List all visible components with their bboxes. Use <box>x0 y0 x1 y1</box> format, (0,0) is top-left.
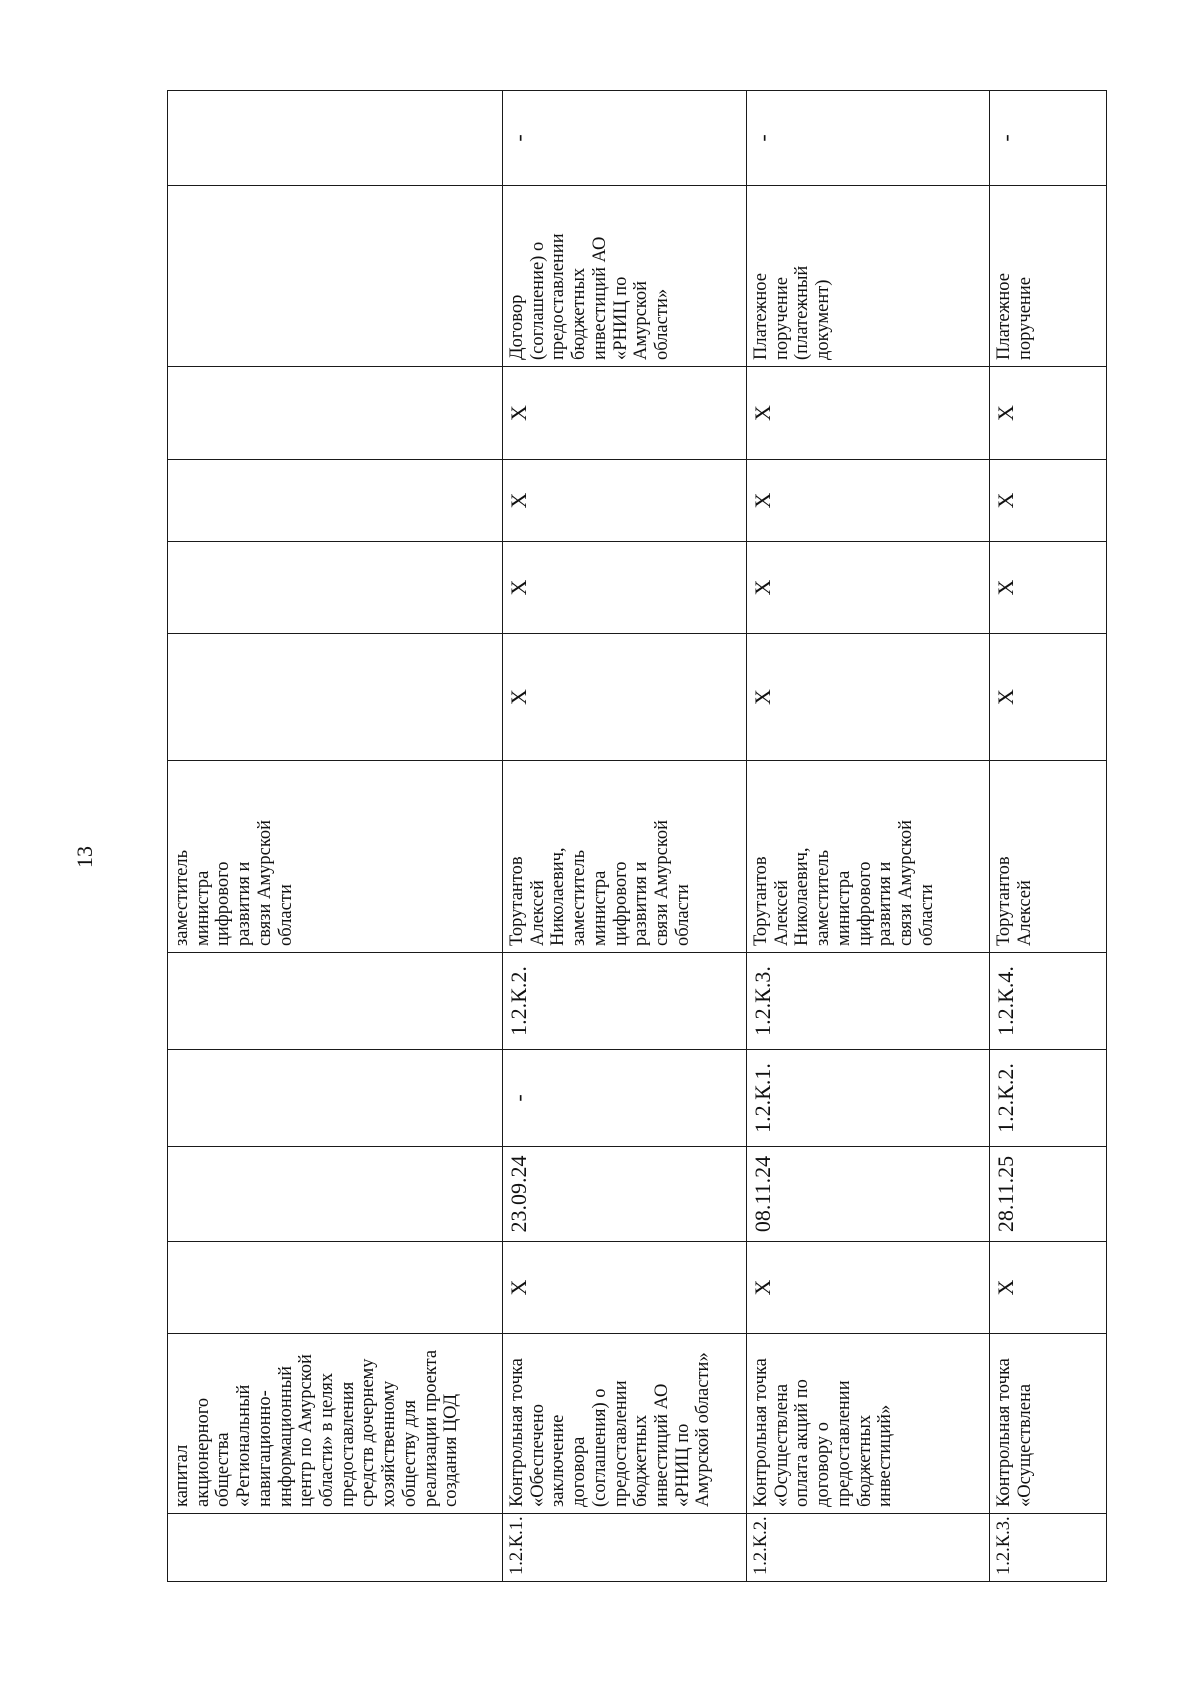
cell-last <box>168 91 503 186</box>
table-stage <box>167 91 1106 1582</box>
cell-x3: X <box>990 460 1107 542</box>
cell-prev <box>168 1050 503 1147</box>
cell-x4 <box>168 367 503 460</box>
cell-mark <box>168 1242 503 1334</box>
cell-x3: X <box>747 460 990 542</box>
row-name: Контрольная точка «Осуществлена <box>990 1334 1107 1514</box>
cell-x3 <box>168 460 503 542</box>
table-row <box>168 91 503 1582</box>
cell-x2 <box>168 542 503 634</box>
row-name: капитал акционерного общества «Региональный навигационно- информационный центр по Амурской области» в целях предоставления средств дочернему хозяйственному обществу для реализации проекта создания ЦОД <box>168 1334 503 1514</box>
table-row <box>990 91 1107 1582</box>
cell-x4: X <box>990 367 1107 460</box>
cell-responsible: Торутантов Алексей <box>990 761 1107 953</box>
cell-last: - <box>990 91 1107 186</box>
cell-x3: X <box>503 460 747 542</box>
table-row <box>503 91 747 1582</box>
cell-last: - <box>747 91 990 186</box>
cell-prev: 1.2.К.1. <box>747 1050 990 1147</box>
cell-responsible: Торутантов Алексей Николаевич, заместитель министра цифрового развития и связи Амурской области <box>747 761 990 953</box>
cell-x2: X <box>503 542 747 634</box>
cell-document <box>168 186 503 367</box>
page-number: 13 <box>72 846 97 868</box>
row-number: 1.2.К.1. <box>503 1514 747 1582</box>
cell-date <box>168 1147 503 1242</box>
control-points-table <box>167 90 1107 1582</box>
table-row <box>747 91 990 1582</box>
cell-x1 <box>168 634 503 761</box>
cell-x4: X <box>747 367 990 460</box>
cell-document: Договор (соглашение) о предоставлении бюджетных инвестиций АО «РНИЦ по Амурской области» <box>503 186 747 367</box>
cell-next: 1.2.К.4. <box>990 953 1107 1050</box>
cell-next: 1.2.К.2. <box>503 953 747 1050</box>
row-number: 1.2.К.3. <box>990 1514 1107 1582</box>
cell-responsible: Торутантов Алексей Николаевич, заместитель министра цифрового развития и связи Амурской области <box>503 761 747 953</box>
cell-mark: X <box>747 1242 990 1334</box>
cell-mark: X <box>990 1242 1107 1334</box>
row-name: Контрольная точка «Осуществлена оплата акций по договору о предоставлении бюджетных инвестиций» <box>747 1334 990 1514</box>
cell-document: Платежное поручение (платежный документ) <box>747 186 990 367</box>
cell-next <box>168 953 503 1050</box>
cell-prev: 1.2.К.2. <box>990 1050 1107 1147</box>
cell-x2: X <box>747 542 990 634</box>
row-number <box>168 1514 503 1582</box>
cell-x1: X <box>990 634 1107 761</box>
cell-x1: X <box>747 634 990 761</box>
cell-next: 1.2.К.3. <box>747 953 990 1050</box>
cell-mark: X <box>503 1242 747 1334</box>
cell-responsible: заместитель министра цифрового развития и связи Амурской области <box>168 761 503 953</box>
cell-date: 23.09.24 <box>503 1147 747 1242</box>
row-number: 1.2.К.2. <box>747 1514 990 1582</box>
cell-x1: X <box>503 634 747 761</box>
cell-date: 28.11.25 <box>990 1147 1107 1242</box>
cell-document: Платежное поручение <box>990 186 1107 367</box>
cell-date: 08.11.24 <box>747 1147 990 1242</box>
row-name: Контрольная точка «Обеспечено заключение договора (соглашения) о предоставлении бюджетных инвестиций АО «РНИЦ по Амурской области» <box>503 1334 747 1514</box>
cell-prev: - <box>503 1050 747 1147</box>
cell-x2: X <box>990 542 1107 634</box>
cell-last: - <box>503 91 747 186</box>
cell-x4: X <box>503 367 747 460</box>
